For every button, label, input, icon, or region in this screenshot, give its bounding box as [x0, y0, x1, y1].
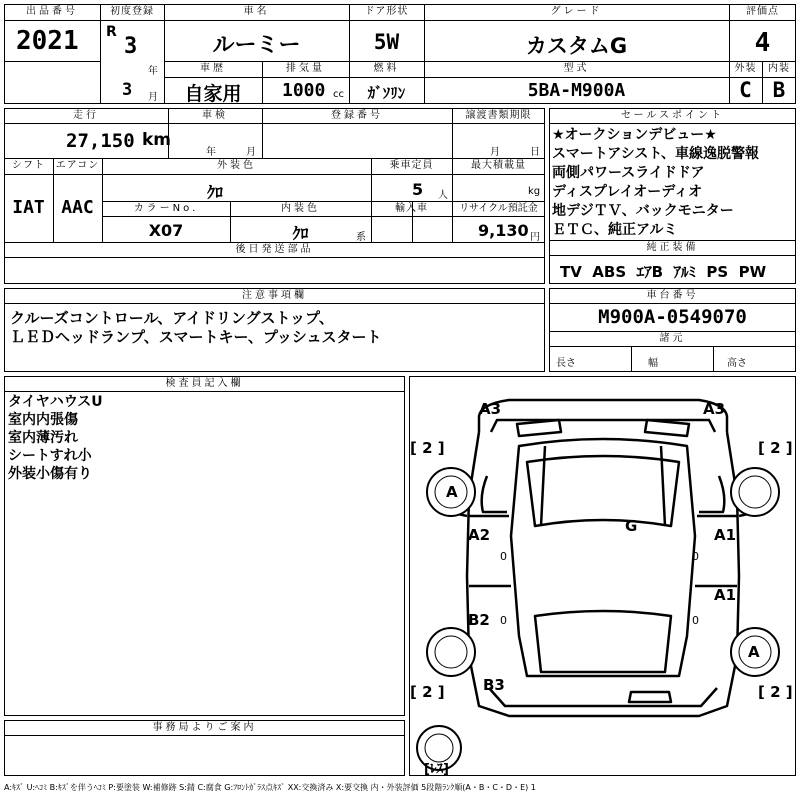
mileage-value: 27,150 — [66, 130, 135, 152]
mileage-unit: km — [142, 130, 172, 150]
grade-label: グレード — [550, 6, 603, 17]
divider — [102, 216, 545, 217]
dims-label: 諸元 — [659, 333, 686, 344]
a2-mark: A2 — [468, 526, 491, 544]
score-label: 評価点 — [746, 6, 779, 17]
notes-label: 注意事項欄 — [242, 290, 307, 301]
interior-label: 内装 — [768, 63, 790, 74]
recycle-unit: 円 — [530, 232, 540, 243]
ext-color-label: 外装色 — [217, 160, 256, 171]
transfer-day-unit: 日 — [530, 147, 540, 158]
zero-mark: 0 — [500, 614, 507, 627]
divider — [4, 391, 405, 392]
legend: A:ｷｽﾞ U:ﾍｺﾐ B:ｷｽﾞを伴うﾍｺﾐ P:要塗装 W:補修跡 S:錆 C:腐食 G:ﾌﾛﾝﾄｶﾞﾗｽ点ｷｽﾞ XX:交換済み X:要交換 内・外装評価 5段階ﾗﾝｸ順(A・B・C・D・E) 1 — [4, 783, 536, 792]
tire-rear-right-mark: A — [748, 643, 760, 661]
model-label: 型式 — [563, 63, 590, 74]
ac-label: エアコン — [55, 160, 100, 171]
g-mark: G — [625, 517, 638, 535]
regno-label: 登録番号 — [331, 110, 383, 121]
later-parts-label: 後日発送部品 — [235, 244, 314, 255]
lot-label: 出品番号 — [26, 6, 78, 17]
door-value: 5W — [373, 30, 400, 54]
zero-mark: 0 — [692, 614, 699, 627]
equipment-label: 純正装備 — [646, 242, 699, 253]
first-reg-label: 初度登録 — [110, 6, 154, 17]
divider — [713, 346, 714, 372]
door-label: ドア形状 — [364, 6, 409, 17]
a3-right-mark: A3 — [703, 400, 726, 418]
divider — [549, 303, 796, 304]
divider — [164, 77, 796, 78]
bracket-bottom-right: [ 2 ] — [758, 683, 793, 701]
ext-color-value: ｸﾛ — [206, 183, 223, 202]
int-color-value: ｸﾛ — [292, 224, 309, 243]
inspector-label: 検査員記入欄 — [165, 378, 244, 389]
a1-top-mark: A1 — [714, 526, 737, 544]
transfer-label: 譲渡書類期限 — [465, 110, 532, 121]
divider — [549, 123, 796, 124]
divider — [631, 346, 632, 372]
interior-grade: B — [772, 78, 786, 102]
divider — [4, 735, 405, 736]
spare-tire-label: [ﾚｽ] — [424, 762, 449, 777]
model-value: 5BA-M900A — [527, 80, 626, 101]
a3-left-mark: A3 — [479, 400, 502, 418]
insp-month-unit: 月 — [246, 147, 256, 158]
zero-mark: 0 — [692, 550, 699, 563]
displacement-label: 排気量 — [286, 63, 325, 74]
height-label: 高さ — [727, 358, 747, 369]
bracket-top-left: [ 2 ] — [410, 439, 445, 457]
reg-year-value: 3 — [124, 34, 138, 59]
bracket-top-right: [ 2 ] — [758, 439, 793, 457]
a1-bottom-mark: A1 — [714, 586, 737, 604]
year-unit: 年 — [148, 66, 158, 77]
divider — [100, 4, 101, 104]
displacement-unit: cc — [333, 89, 344, 100]
int-color-label: 内装色 — [281, 203, 320, 214]
length-label: 長さ — [556, 358, 576, 369]
mileage-label: 走行 — [73, 110, 99, 121]
divider — [549, 346, 796, 347]
divider — [4, 257, 545, 258]
divider — [4, 20, 796, 21]
divider — [4, 174, 545, 175]
inspector-text: タイヤハウスU 室内内張傷 室内薄汚れ シートすれ小 外装小傷有り — [8, 394, 103, 482]
notes-text: クルーズコントロール、アイドリングストップ、 ＬＥＤヘッドランプ、スマートキー、プッシュスタート — [10, 309, 382, 346]
lot-value: 2021 — [16, 26, 79, 56]
car-name-label: 車名 — [243, 6, 270, 17]
b3-mark: B3 — [483, 676, 505, 694]
chassis-number: M900A-0549070 — [598, 306, 747, 328]
inspection-label: 車検 — [202, 110, 228, 121]
ac-value: AAC — [61, 197, 94, 218]
colorno-value: X07 — [148, 221, 184, 240]
recycle-value: 9,130 — [478, 221, 529, 240]
fuel-label: 燃料 — [373, 63, 400, 74]
divider — [4, 123, 545, 124]
divider — [4, 61, 100, 62]
colorno-label: カラーNo. — [133, 203, 199, 214]
shift-value: IAT — [12, 197, 45, 218]
divider — [4, 303, 545, 304]
sales-points-label: セールスポイント — [620, 110, 725, 121]
car-name-value: ルーミー — [212, 33, 301, 58]
exterior-grade: C — [739, 78, 752, 102]
maxload-unit: kg — [528, 186, 541, 197]
b2-mark: B2 — [468, 611, 490, 629]
equipment-items: TV ABS ｴｱB ｱﾙﾐ PS PW — [560, 263, 767, 281]
grade-value: カスタムG — [525, 34, 628, 58]
tire-front-left-mark: A — [446, 483, 458, 501]
zero-mark: 0 — [500, 550, 507, 563]
car-diagram — [409, 376, 796, 776]
bracket-bottom-left: [ 2 ] — [410, 683, 445, 701]
history-label: 車歴 — [200, 63, 226, 74]
history-value: 自家用 — [184, 83, 242, 105]
exterior-label: 外装 — [734, 63, 757, 74]
maxload-label: 最大積載量 — [471, 160, 526, 171]
insp-year-unit: 年 — [206, 147, 216, 158]
score-value: 4 — [754, 28, 771, 58]
era-value: R — [106, 24, 117, 40]
import-label: 輸入車 — [395, 203, 428, 214]
sales-points-text: ★オークションデビュー★ スマートアシスト、車線逸脱警報 両側パワースライドドア ディスプレイオーディオ 地デジＴＶ、バックモニター ＥＴＣ、純正アルミ — [552, 127, 760, 238]
recycle-label: リサイクル預託金 — [459, 203, 538, 214]
width-label: 幅 — [648, 358, 658, 369]
int-color-unit: 系 — [356, 232, 366, 243]
capacity-unit: 人 — [438, 190, 448, 201]
office-label: 事務局よりご案内 — [152, 722, 257, 733]
displacement-value: 1000 — [282, 80, 326, 101]
shift-label: シフト — [12, 160, 45, 171]
chassis-label: 車台番号 — [646, 290, 699, 301]
fuel-value: ｶﾞｿﾘﾝ — [367, 84, 406, 102]
capacity-value: 5 — [412, 180, 424, 199]
month-unit: 月 — [148, 92, 158, 103]
divider — [549, 255, 796, 256]
capacity-label: 乗車定員 — [389, 160, 434, 171]
transfer-month-unit: 月 — [490, 147, 500, 158]
reg-month-value: 3 — [122, 80, 133, 100]
